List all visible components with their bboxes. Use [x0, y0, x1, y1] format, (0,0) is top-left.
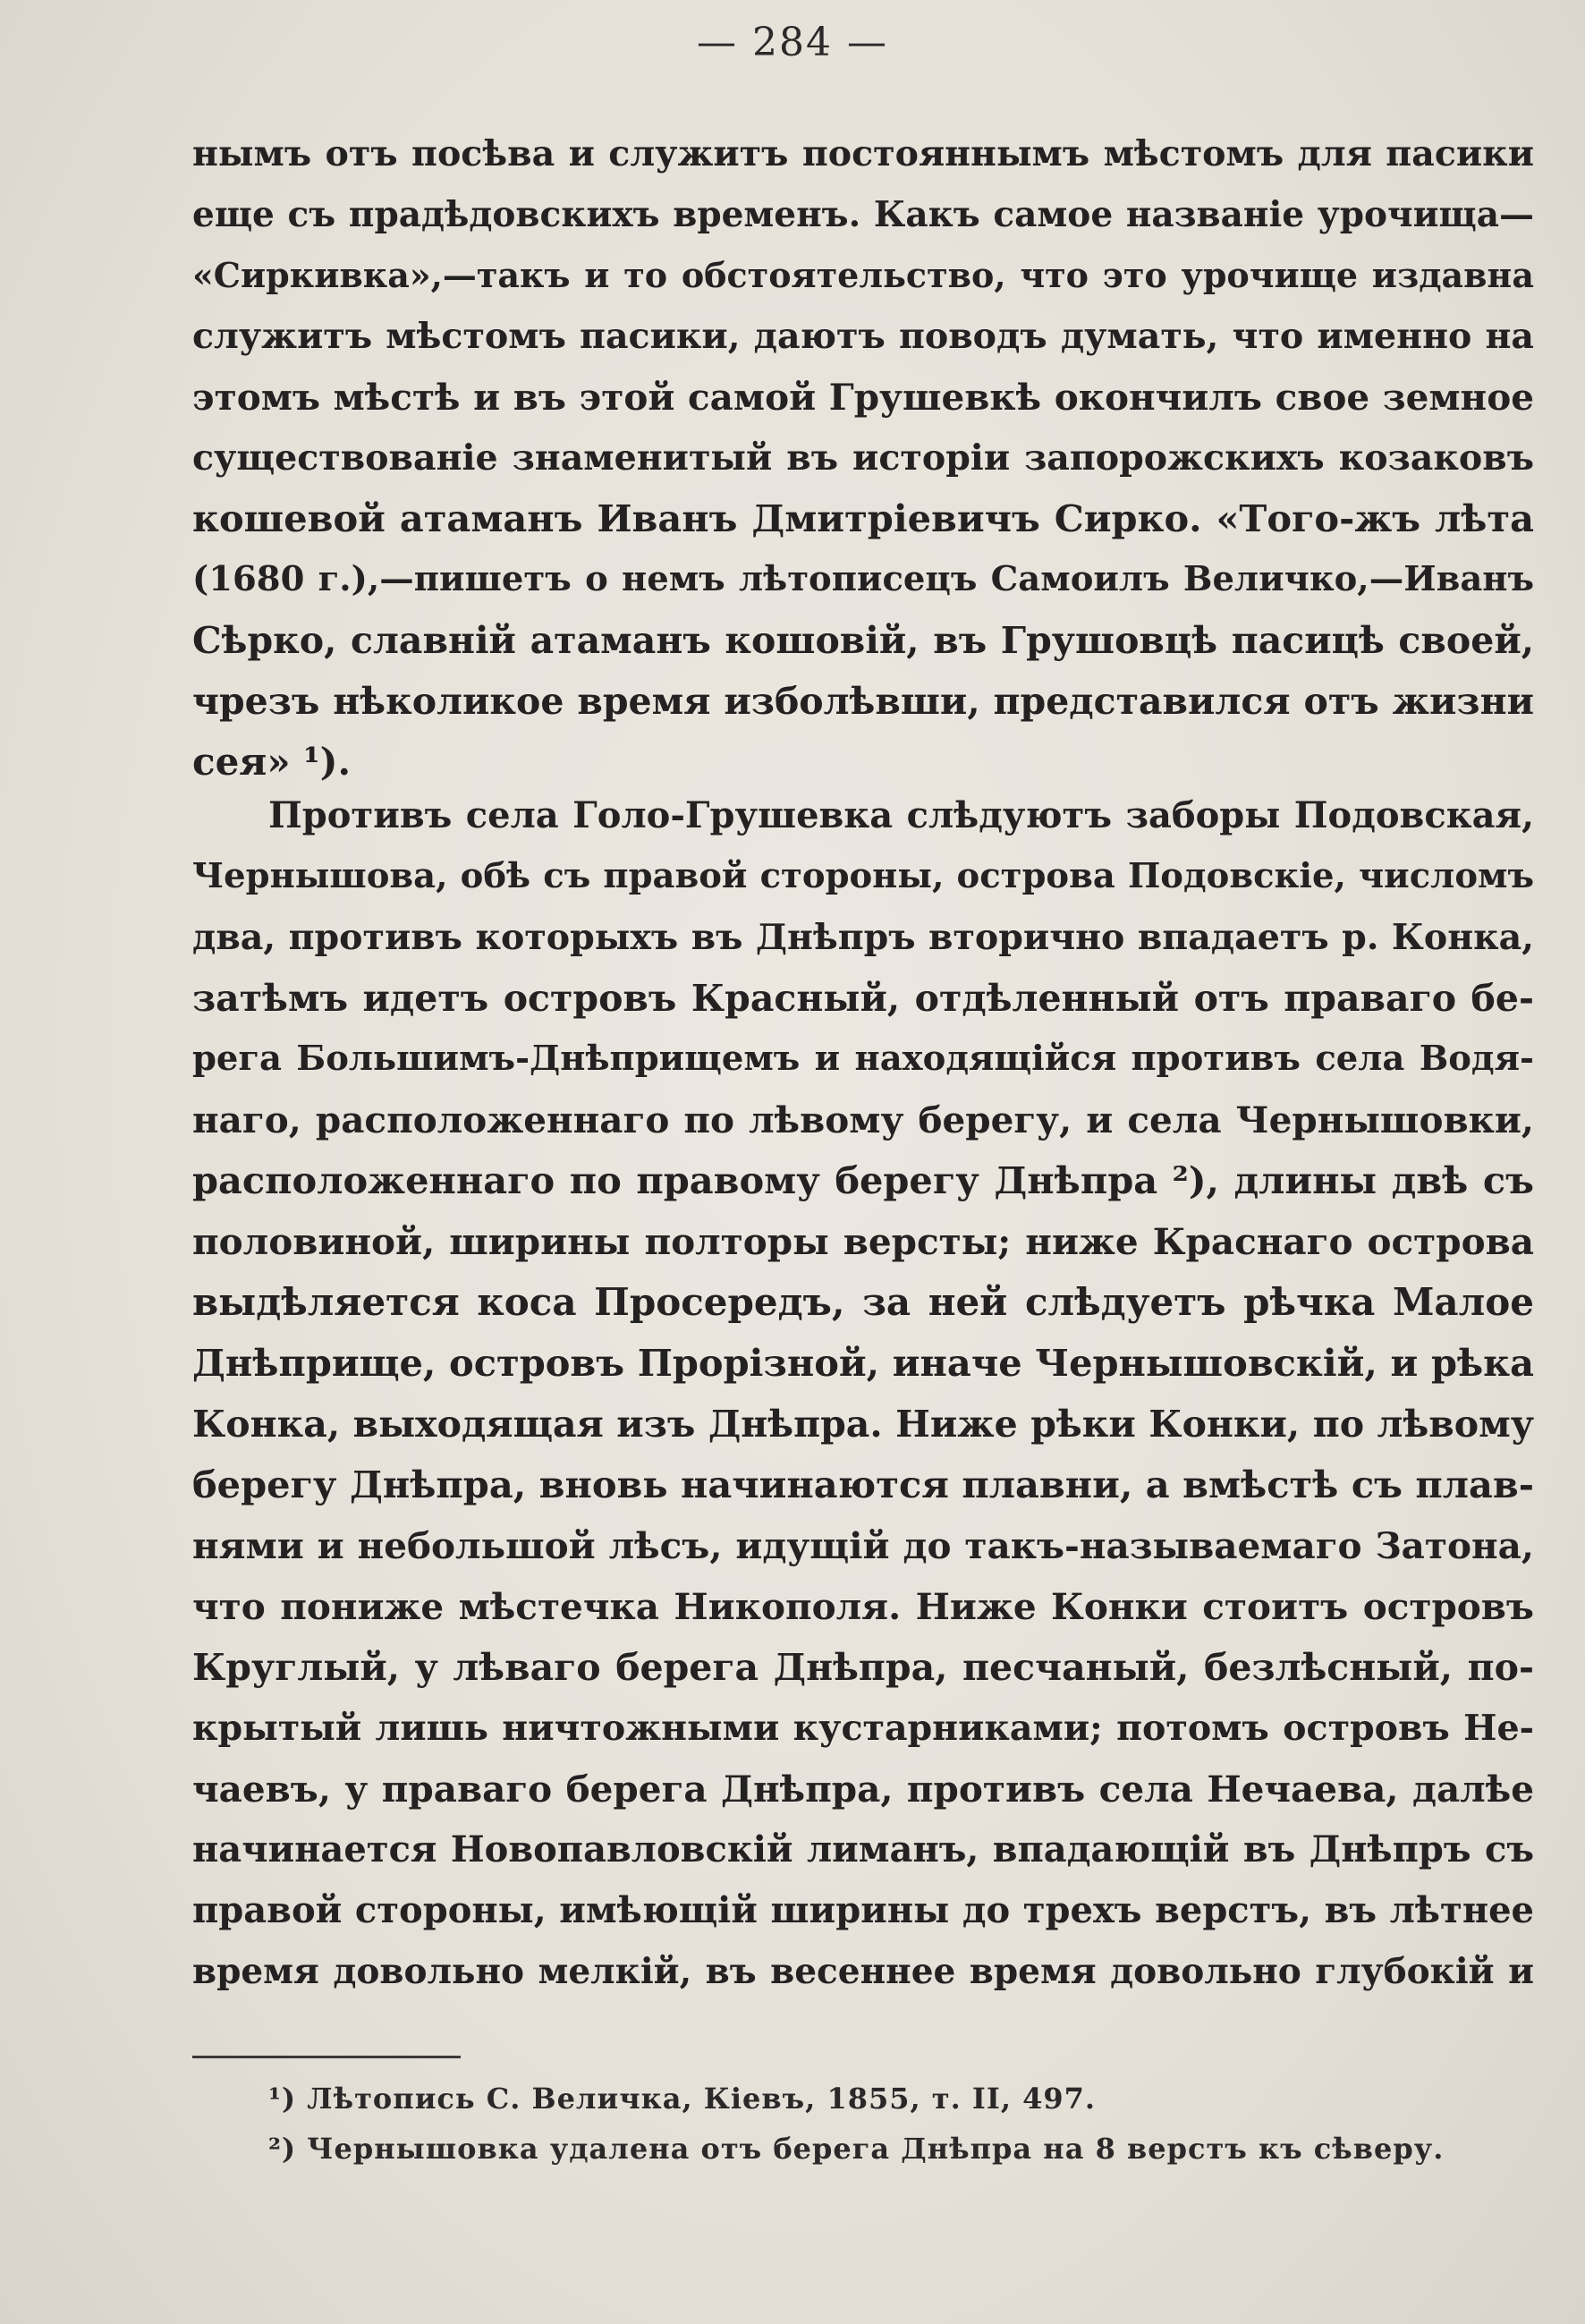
text-line: кошевой атаманъ Иванъ Дмитріевичъ Сирко. «Того-жъ лѣта	[192, 496, 1534, 540]
footnote-1: ¹) Лѣтопись С. Величка, Кіевъ, 1855, т. II, 497.	[268, 2082, 1097, 2116]
text-line: начинается Новопавловскій лиманъ, впадающій въ Днѣпръ съ	[192, 1828, 1534, 1870]
text-line: (1680 г.),—пишетъ о немъ лѣтописецъ Самоилъ Величко,—Иванъ	[192, 559, 1534, 599]
text-line: Сѣрко, славній атаманъ кошовій, въ Грушовцѣ пасицѣ своей,	[192, 619, 1534, 662]
text-line: нями и небольшой лѣсъ, идущій до такъ-называемаго Затона,	[192, 1524, 1534, 1567]
footnote-divider	[192, 2056, 461, 2058]
text-line: Днѣприще, островъ Прорізной, иначе Чернышовскій, и рѣка	[192, 1341, 1534, 1385]
text-line: служитъ мѣстомъ пасики, даютъ поводъ думать, что именно на	[192, 316, 1534, 357]
footnotes	[268, 2074, 1538, 2174]
text-line: берегу Днѣпра, вновь начинаются плавни, а вмѣстѣ съ плав-	[192, 1463, 1534, 1506]
text-line: нымъ отъ посѣва и служитъ постояннымъ мѣстомъ для пасики	[192, 133, 1534, 174]
text-line: выдѣляется коса Просередъ, за ней слѣдуетъ рѣчка Малое	[192, 1280, 1534, 1324]
text-line: правой стороны, имѣющій ширины до трехъ верстъ, въ лѣтнее	[192, 1889, 1534, 1931]
text-line: затѣмъ идетъ островъ Красный, отдѣленный отъ праваго бе-	[192, 977, 1534, 1020]
text-line: что пониже мѣстечка Никополя. Ниже Конки стоитъ островъ	[192, 1585, 1534, 1628]
text-line: чаевъ, у праваго берега Днѣпра, противъ села Нечаева, далѣе	[192, 1768, 1534, 1811]
text-line: наго, расположеннаго по лѣвому берегу, и села Чернышовки,	[192, 1098, 1534, 1141]
text-line: время довольно мелкій, въ весеннее время довольно глубокій и	[192, 1951, 1534, 1992]
text-line: существованіе знаменитый въ исторіи запорожскихъ козаковъ	[192, 437, 1534, 479]
text-line: этомъ мѣстѣ и въ этой самой Грушевкѣ окончилъ свое земное	[192, 376, 1534, 419]
text-line: Противъ села Голо-Грушевка слѣдуютъ заборы Подовская,	[268, 794, 1534, 836]
text-line: Круглый, у лѣваго берега Днѣпра, песчаный, безлѣсный, по-	[192, 1646, 1534, 1689]
footnote-2: ²) Чернышовка удалена отъ берега Днѣпра на 8 верстъ къ сѣверу.	[268, 2132, 1445, 2166]
text-line: расположеннаго по правому берегу Днѣпра ²), длины двѣ съ	[192, 1158, 1534, 1202]
text-line: чрезъ нѣколикое время изболѣвши, представился отъ жизни	[192, 680, 1534, 723]
paragraph-1	[192, 123, 1534, 793]
text-line: рега Большимъ-Днѣприщемъ и находящійся противъ села Водя-	[192, 1039, 1534, 1079]
paragraph-2	[192, 785, 1534, 2002]
text-line: Чернышова, обѣ съ правой стороны, острова Подовскіе, числомъ	[192, 856, 1534, 896]
text-line: еще съ прадѣдовскихъ временъ. Какъ самое названіе урочища—	[192, 194, 1534, 235]
text-line: крытый лишь ничтожными кустарниками; потомъ островъ Не-	[192, 1708, 1534, 1749]
text-line: Конка, выходящая изъ Днѣпра. Ниже рѣки Конки, по лѣвому	[192, 1403, 1534, 1446]
text-line: два, противъ которыхъ въ Днѣпръ вторично впадаетъ р. Конка,	[192, 917, 1534, 958]
text-line: «Сиркивка»,—такъ и то обстоятельство, что это урочище издавна	[192, 255, 1534, 295]
text-line: половиной, ширины полторы версты; ниже Краснаго острова	[192, 1220, 1534, 1263]
text-line: сея» ¹).	[192, 740, 352, 784]
page-number: — 284 —	[697, 20, 888, 65]
